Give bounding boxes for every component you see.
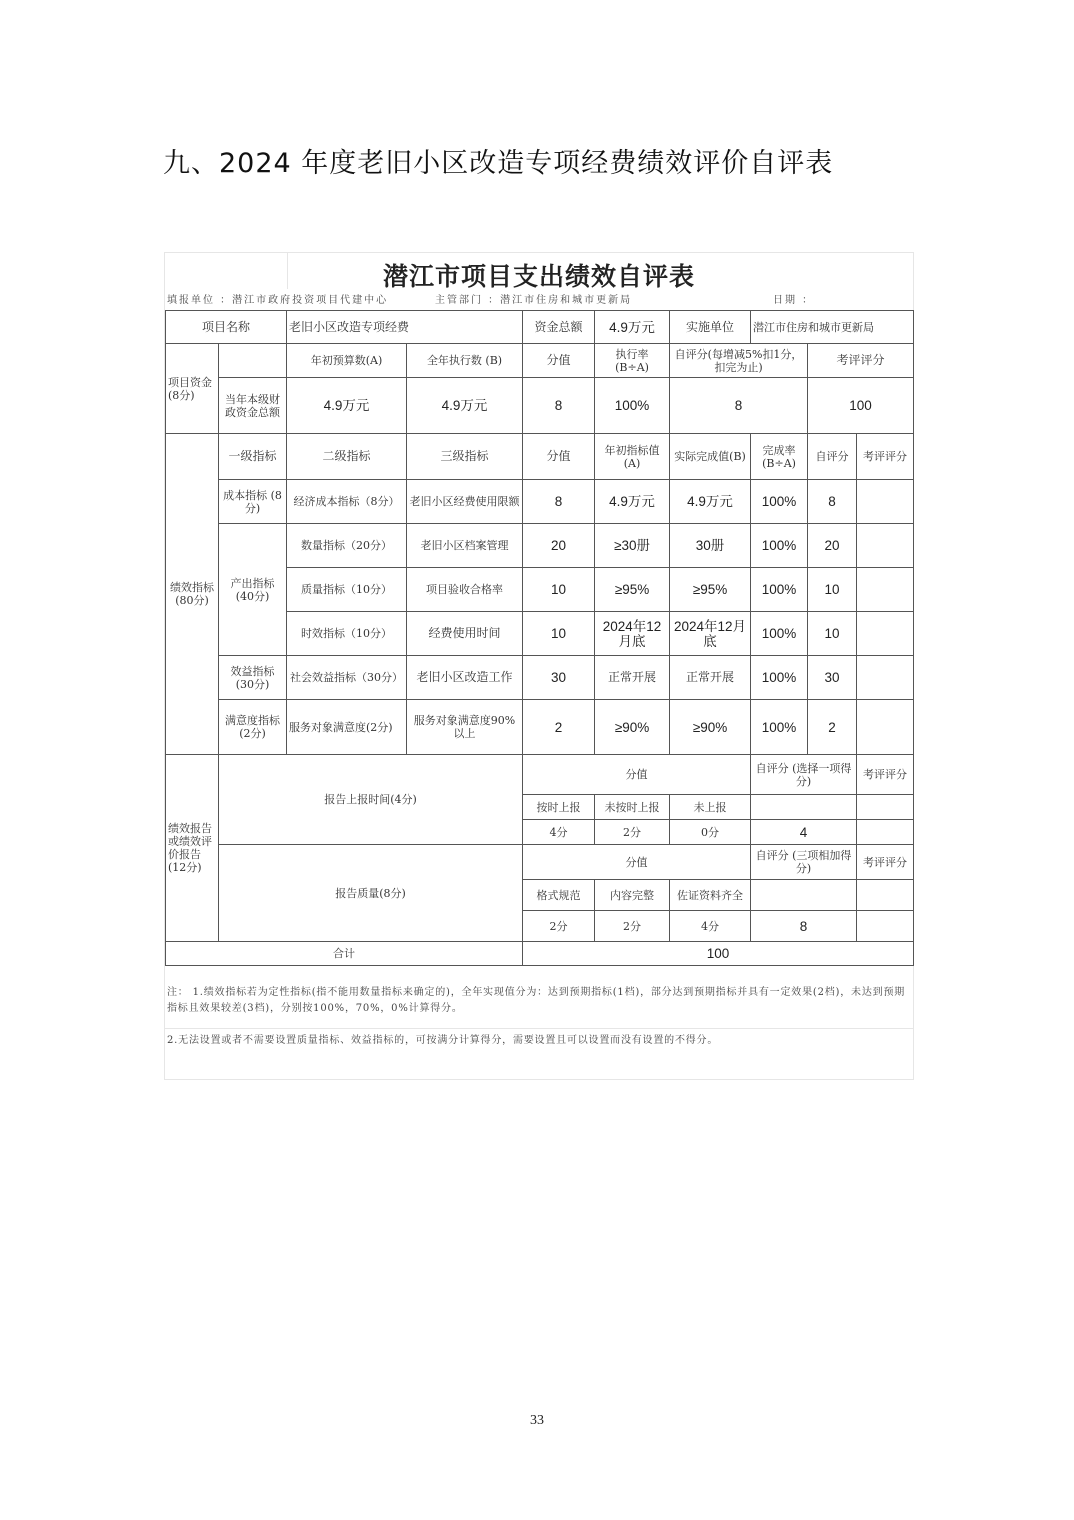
page-heading: 九、2024 年度老旧小区改造专项经费绩效评价自评表 — [163, 148, 834, 179]
satisfaction-rate: 100% — [751, 700, 808, 755]
report-quality-option: 内容完整 — [595, 880, 670, 911]
output-target: 2024年12月底 — [595, 612, 670, 656]
output-level1: 产出指标 (40分) — [219, 524, 287, 656]
output-actual: 2024年12月底 — [670, 612, 751, 656]
funds-self-value: 8 — [670, 378, 808, 434]
total-row — [166, 942, 914, 966]
benefit-actual: 正常开展 — [670, 656, 751, 700]
funds-section-label: 项目资金 (8分) — [166, 344, 219, 434]
funds-value-row — [166, 378, 914, 434]
project-row — [166, 311, 914, 344]
ind-header-review: 考评评分 — [857, 434, 914, 480]
total-value: 100 — [523, 942, 914, 966]
benefit-level1: 效益指标 (30分) — [219, 656, 287, 700]
cost-level3: 老旧小区经费使用限额 — [407, 480, 523, 524]
report-date: 日期 ： — [773, 295, 815, 306]
satisfaction-actual: ≥90% — [670, 700, 751, 755]
funds-header-executed: 全年执行数 (B) — [407, 344, 523, 378]
cost-rate: 100% — [751, 480, 808, 524]
output-level3: 老旧小区档案管理 — [407, 524, 523, 568]
ind-header-self: 自评分 — [808, 434, 857, 480]
funds-score-value: 8 — [523, 378, 595, 434]
output-self: 20 — [808, 524, 857, 568]
report-time-option: 未上报 — [670, 795, 751, 820]
output-self: 10 — [808, 612, 857, 656]
report-quality-point: 2分 — [595, 911, 670, 942]
report-time-review-value — [857, 820, 914, 845]
satisfaction-review — [857, 700, 914, 755]
output-review — [857, 524, 914, 568]
funds-header-score: 分值 — [523, 344, 595, 378]
form-title: 潜江市项目支出绩效自评表 — [382, 262, 695, 291]
funds-budget-value: 4.9万元 — [287, 378, 407, 434]
ind-header-level1: 一级指标 — [219, 434, 287, 480]
page-number: 33 — [530, 1413, 544, 1428]
output-rate: 100% — [751, 568, 808, 612]
output-score: 20 — [523, 524, 595, 568]
indicator-row — [166, 700, 914, 755]
cost-level1: 成本指标 (8分) — [219, 480, 287, 524]
benefit-level3: 老旧小区改造工作 — [407, 656, 523, 700]
benefit-self: 30 — [808, 656, 857, 700]
ind-header-level2: 二级指标 — [287, 434, 407, 480]
report-time-review-blank — [857, 795, 914, 820]
satisfaction-self: 2 — [808, 700, 857, 755]
indicator-row — [166, 656, 914, 700]
output-score: 10 — [523, 612, 595, 656]
report-time-point: 2分 — [595, 820, 670, 845]
total-funds-value: 4.9万元 — [595, 311, 670, 344]
report-quality-label: 报告质量(8分) — [219, 845, 523, 942]
supervising-department: 主管部门 ：潜江市住房和城市更新局 — [435, 295, 633, 306]
note-1: 注： 1.绩效指标若为定性指标(指不能用数量指标来确定的)，全年实现值分为：达到预期指标(1档)，部分达到预期指标并具有一定效果(2档)，未达到预期指标且效果较差(3档)，分别按100%，70%，0%计算得分。 — [167, 987, 906, 1014]
project-name-label: 项目名称 — [166, 311, 287, 344]
output-actual: 30册 — [670, 524, 751, 568]
output-review — [857, 612, 914, 656]
reporting-unit: 填报单位 ：潜江市政府投资项目代建中心 — [167, 295, 389, 306]
report-quality-review-blank — [857, 880, 914, 911]
funds-row-label: 当年本级财政资金总额 — [219, 378, 287, 434]
report-quality-option: 佐证资料齐全 — [670, 880, 751, 911]
report-time-review-header: 考评评分 — [857, 755, 914, 795]
output-level2: 时效指标（10分） — [287, 612, 407, 656]
ind-header-actual: 实际完成值(B) — [670, 434, 751, 480]
report-quality-score-header: 分值 — [523, 845, 751, 880]
funds-header-self: 自评分(每增减5%扣1分，扣完为止) — [670, 344, 808, 378]
funds-header-rate: 执行率 (B÷A) — [595, 344, 670, 378]
benefit-review — [857, 656, 914, 700]
report-quality-review-value — [857, 911, 914, 942]
cost-score: 8 — [523, 480, 595, 524]
cost-review — [857, 480, 914, 524]
report-time-score-header: 分值 — [523, 755, 751, 795]
impl-unit-label: 实施单位 — [670, 311, 751, 344]
report-quality-point: 2分 — [523, 911, 595, 942]
report-time-label: 报告上报时间(4分) — [219, 755, 523, 845]
funds-header-row — [166, 344, 914, 378]
output-level2: 质量指标（10分） — [287, 568, 407, 612]
funds-header-budget: 年初预算数(A) — [287, 344, 407, 378]
funds-rate-value: 100% — [595, 378, 670, 434]
output-actual: ≥95% — [670, 568, 751, 612]
report-quality-point: 4分 — [670, 911, 751, 942]
output-review — [857, 568, 914, 612]
report-time-point: 0分 — [670, 820, 751, 845]
satisfaction-level2: 服务对象满意度(2分) — [287, 700, 407, 755]
ind-header-level3: 三级指标 — [407, 434, 523, 480]
output-target: ≥30册 — [595, 524, 670, 568]
output-self: 10 — [808, 568, 857, 612]
evaluation-form — [164, 252, 914, 1080]
report-time-option: 未按时上报 — [595, 795, 670, 820]
output-target: ≥95% — [595, 568, 670, 612]
output-level2: 数量指标（20分） — [287, 524, 407, 568]
total-funds-label: 资金总额 — [523, 311, 595, 344]
benefit-score: 30 — [523, 656, 595, 700]
report-quality-header-row — [166, 845, 914, 880]
note-divider — [165, 1028, 913, 1029]
output-rate: 100% — [751, 524, 808, 568]
evaluation-table — [165, 310, 914, 966]
indicators-header-row — [166, 434, 914, 480]
ind-header-score: 分值 — [523, 434, 595, 480]
output-level3: 项目验收合格率 — [407, 568, 523, 612]
report-time-header-row — [166, 755, 914, 795]
ind-header-target: 年初指标值 (A) — [595, 434, 670, 480]
report-time-self-header: 自评分 (选择一项得分) — [751, 755, 857, 795]
report-time-self-value: 4 — [751, 820, 857, 845]
benefit-level2: 社会效益指标（30分） — [287, 656, 407, 700]
output-level3: 经费使用时间 — [407, 612, 523, 656]
report-quality-self-header: 自评分 (三项相加得分) — [751, 845, 857, 880]
cost-level2: 经济成本指标（8分） — [287, 480, 407, 524]
funds-executed-value: 4.9万元 — [407, 378, 523, 434]
satisfaction-target: ≥90% — [595, 700, 670, 755]
output-score: 10 — [523, 568, 595, 612]
cost-target: 4.9万元 — [595, 480, 670, 524]
output-rate: 100% — [751, 612, 808, 656]
impl-unit-value: 潜江市住房和城市更新局 — [751, 311, 914, 344]
indicator-row — [166, 480, 914, 524]
note-2: 2.无法设置或者不需要设置质量指标、效益指标的，可按满分计算得分，需要设置且可以设置而没有设置的不得分。 — [167, 1035, 719, 1046]
funds-header-review: 考评评分 — [808, 344, 914, 378]
satisfaction-level1: 满意度指标(2分) — [219, 700, 287, 755]
report-quality-self-value: 8 — [751, 911, 857, 942]
indicators-section-label: 绩效指标 (80分) — [166, 434, 219, 755]
report-quality-review-header: 考评评分 — [857, 845, 914, 880]
report-time-self-blank — [751, 795, 857, 820]
funds-review-value: 100 — [808, 378, 914, 434]
report-quality-self-blank — [751, 880, 857, 911]
total-label: 合计 — [166, 942, 523, 966]
benefit-rate: 100% — [751, 656, 808, 700]
report-quality-option: 格式规范 — [523, 880, 595, 911]
benefit-target: 正常开展 — [595, 656, 670, 700]
project-name-value: 老旧小区改造专项经费 — [287, 311, 523, 344]
satisfaction-score: 2 — [523, 700, 595, 755]
funds-blank-cell — [219, 344, 287, 378]
cost-self: 8 — [808, 480, 857, 524]
indicator-row — [166, 524, 914, 568]
ind-header-rate: 完成率 (B÷A) — [751, 434, 808, 480]
satisfaction-level3: 服务对象满意度90%以上 — [407, 700, 523, 755]
report-time-option: 按时上报 — [523, 795, 595, 820]
cost-actual: 4.9万元 — [670, 480, 751, 524]
report-section-label: 绩效报告或绩效评价报告(12分) — [166, 755, 219, 942]
report-time-point: 4分 — [523, 820, 595, 845]
